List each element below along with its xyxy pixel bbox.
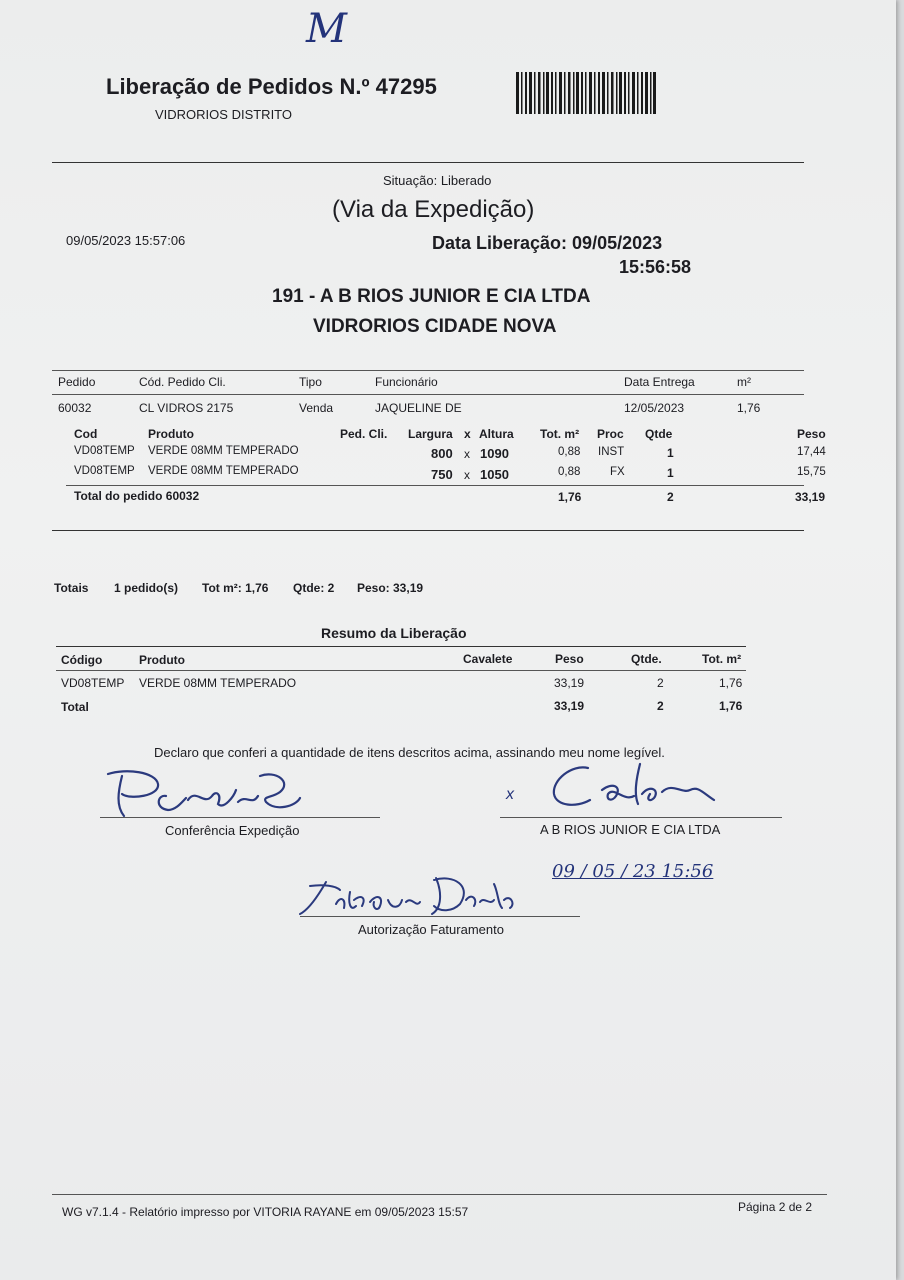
printed-timestamp: 09/05/2023 15:57:06 <box>66 233 186 248</box>
resumo-top-rule <box>56 646 746 647</box>
resumo-tot-m2: 1,76 <box>719 676 743 690</box>
signature-line-cliente <box>500 817 782 818</box>
order-funcionario: JAQUELINE DE <box>375 401 462 415</box>
item-header-cod: Cod <box>74 427 98 441</box>
item-x: x <box>464 447 470 461</box>
totais-pedidos: 1 pedido(s) <box>114 581 179 595</box>
item-proc: FX <box>610 466 625 478</box>
resumo-peso: 33,19 <box>554 676 585 690</box>
item-qtde: 1 <box>667 466 674 480</box>
resumo-title: Resumo da Liberação <box>321 625 467 641</box>
item-header-largura: Largura <box>408 427 453 441</box>
order-total-qtde: 2 <box>667 490 674 504</box>
autorizacao-label: Autorização Faturamento <box>358 922 504 937</box>
item-header-peso: Peso <box>797 427 826 441</box>
conferencia-label: Conferência Expedição <box>165 823 300 838</box>
cliente-label: A B RIOS JUNIOR E CIA LTDA <box>540 822 721 837</box>
resumo-header-tot-m2: Tot. m² <box>702 652 742 666</box>
store-name: VIDRORIOS CIDADE NOVA <box>313 316 557 337</box>
item-header-produto: Produto <box>148 427 194 441</box>
resumo-total-tot-m2: 1,76 <box>719 699 743 713</box>
order-cod-cli: CL VIDROS 2175 <box>139 401 234 415</box>
header-divider <box>52 162 804 163</box>
totais-qtde: Qtde: 2 <box>293 581 335 595</box>
resumo-total-qtde: 2 <box>657 699 664 713</box>
signature-cliente <box>542 760 732 820</box>
col-header-cod-pedido-cli: Cód. Pedido Cli. <box>139 375 226 389</box>
resumo-codigo: VD08TEMP <box>61 676 125 690</box>
release-date: Data Liberação: 09/05/2023 <box>432 233 663 253</box>
col-header-funcionario: Funcionário <box>375 375 438 389</box>
resumo-header-peso: Peso <box>555 652 584 666</box>
order-pedido: 60032 <box>58 401 92 415</box>
resumo-header-produto: Produto <box>139 653 185 667</box>
item-x: x <box>464 468 470 482</box>
barcode <box>516 72 656 114</box>
totais-tot-m2: Tot m²: 1,76 <box>202 581 269 595</box>
resumo-total-label: Total <box>61 700 89 714</box>
resumo-qtde: 2 <box>657 676 664 690</box>
col-header-pedido: Pedido <box>58 375 96 389</box>
item-produto: VERDE 08MM TEMPERADO <box>148 465 299 477</box>
resumo-header-codigo: Código <box>61 653 103 667</box>
order-table-bottom-rule <box>52 530 804 531</box>
item-altura: 1090 <box>480 446 509 461</box>
handwritten-date: 09 / 05 / 23 15:56 <box>552 861 714 882</box>
item-tot-m2: 0,88 <box>558 466 581 478</box>
order-header-rule <box>52 394 804 395</box>
item-header-altura: Altura <box>479 427 514 441</box>
item-peso: 17,44 <box>797 446 826 458</box>
item-header-proc: Proc <box>597 427 624 441</box>
item-tot-m2: 0,88 <box>558 446 581 458</box>
resumo-header-rule <box>56 670 746 671</box>
signature-autorizacao <box>296 856 526 922</box>
item-qtde: 1 <box>667 446 674 460</box>
item-peso: 15,75 <box>797 466 826 478</box>
col-header-tipo: Tipo <box>299 375 322 389</box>
col-header-m2: m² <box>737 375 751 389</box>
footer-page-number: Página 2 de 2 <box>738 1200 813 1214</box>
item-proc: INST <box>598 446 625 458</box>
item-altura: 1050 <box>480 467 509 482</box>
order-total-peso: 33,19 <box>795 490 826 504</box>
item-cod: VD08TEMP <box>74 445 135 457</box>
resumo-header-cavalete: Cavalete <box>463 652 513 666</box>
company-name: VIDRORIOS DISTRITO <box>155 107 292 122</box>
item-header-x: x <box>464 427 471 441</box>
declaration-text: Declaro que conferi a quantidade de itens descritos acima, assinando meu nome legível. <box>154 745 665 760</box>
item-largura: 750 <box>431 467 453 482</box>
item-cod: VD08TEMP <box>74 465 135 477</box>
footer-printed-by: WG v7.1.4 - Relatório impresso por VITORIA RAYANE em 09/05/2023 15:57 <box>62 1205 469 1219</box>
via-label: (Via da Expedição) <box>332 196 535 223</box>
handwritten-mark: M <box>306 6 347 52</box>
item-header-tot-m2: Tot. m² <box>540 427 580 441</box>
release-time: 15:56:58 <box>619 257 692 277</box>
order-total-tot-m2: 1,76 <box>558 490 582 504</box>
totais-label: Totais <box>54 581 89 595</box>
col-header-data-entrega: Data Entrega <box>624 375 695 389</box>
resumo-header-qtde: Qtde. <box>631 652 662 666</box>
order-data-entrega: 12/05/2023 <box>624 401 685 415</box>
order-m2: 1,76 <box>737 401 761 415</box>
order-tipo: Venda <box>299 401 334 415</box>
resumo-total-peso: 33,19 <box>554 699 585 713</box>
item-largura: 800 <box>431 446 453 461</box>
resumo-produto: VERDE 08MM TEMPERADO <box>139 676 297 690</box>
signature-line-conferencia <box>100 817 380 818</box>
footer-rule <box>52 1194 827 1195</box>
document-title: Liberação de Pedidos N.º 47295 <box>106 74 437 99</box>
signature-line-autorizacao <box>300 916 580 917</box>
order-table-top-rule <box>52 370 804 371</box>
item-header-qtde: Qtde <box>645 427 673 441</box>
item-produto: VERDE 08MM TEMPERADO <box>148 445 299 457</box>
totais-peso: Peso: 33,19 <box>357 581 424 595</box>
client-x-mark: x <box>506 786 514 803</box>
order-total-rule <box>66 485 804 486</box>
situacao-status: Situação: Liberado <box>383 173 492 188</box>
order-total-label: Total do pedido 60032 <box>74 489 200 503</box>
item-header-ped-cli: Ped. Cli. <box>340 427 388 441</box>
client-name: 191 - A B RIOS JUNIOR E CIA LTDA <box>272 286 591 307</box>
